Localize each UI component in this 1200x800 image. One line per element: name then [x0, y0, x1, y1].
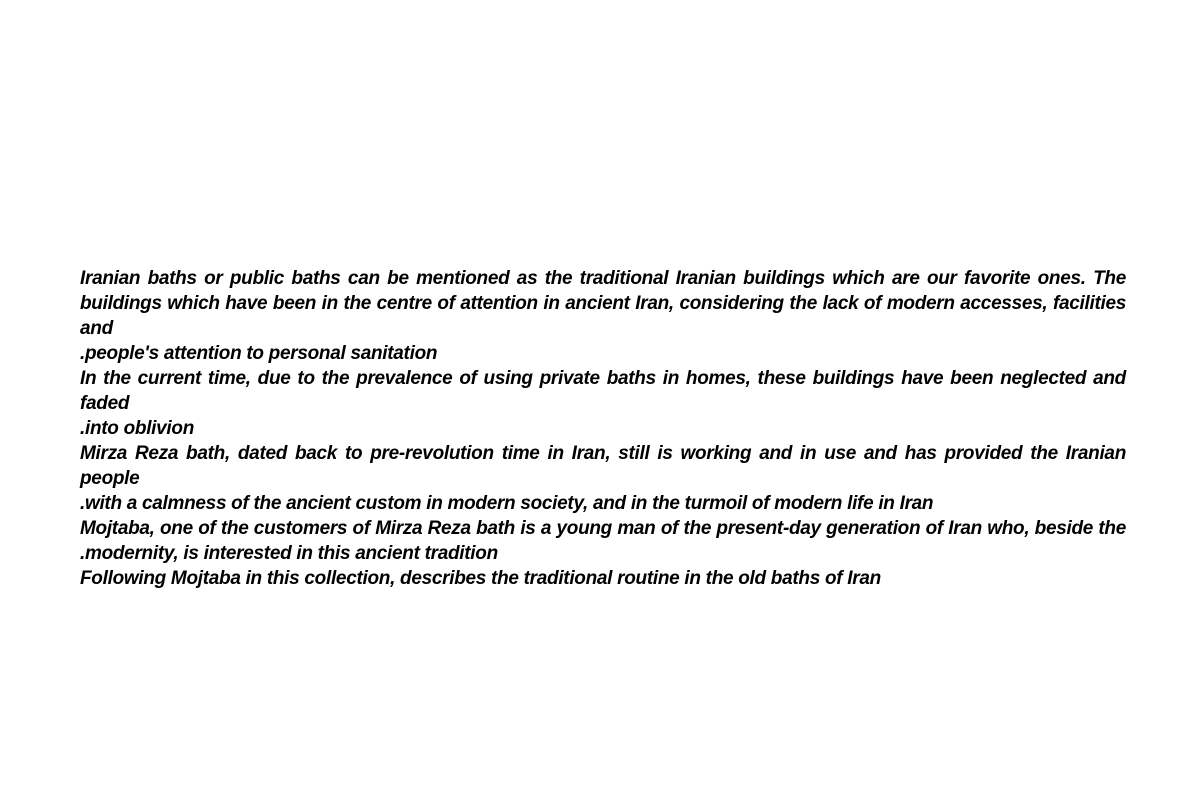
text-line: .people's attention to personal sanitation	[80, 343, 438, 364]
paragraph-current-time	[80, 366, 1126, 441]
text-line: .into oblivion	[80, 418, 195, 439]
text-line: Mirza Reza bath, dated back to pre-revolution time in Iran, still is working and in use and has provided the Iranian people	[80, 443, 1126, 489]
text-line: .with a calmness of the ancient custom in modern society, and in the turmoil of modern life in Iran	[80, 493, 934, 514]
text-line: In the current time, due to the prevalence of using private baths in homes, these buildings have been neglected and faded	[80, 368, 1126, 414]
paragraph-intro	[80, 266, 1126, 366]
text-line: Iranian baths or public baths can be mentioned as the traditional Iranian buildings which are our favorite ones. The	[80, 268, 1126, 289]
text-line: Mojtaba, one of the customers of Mirza Reza bath is a young man of the present-day generation of Iran who, beside the	[80, 518, 1126, 539]
body-text	[80, 266, 1126, 591]
paragraph-mirza-reza	[80, 441, 1126, 516]
text-line: .modernity, is interested in this ancient tradition	[80, 543, 498, 564]
paragraph-mojtaba	[80, 516, 1126, 566]
text-line: Following Mojtaba in this collection, describes the traditional routine in the old baths of Iran	[80, 568, 881, 589]
paragraph-following	[80, 566, 1126, 591]
text-line: buildings which have been in the centre of attention in ancient Iran, considering the lack of modern accesses, facilities and	[80, 293, 1126, 339]
